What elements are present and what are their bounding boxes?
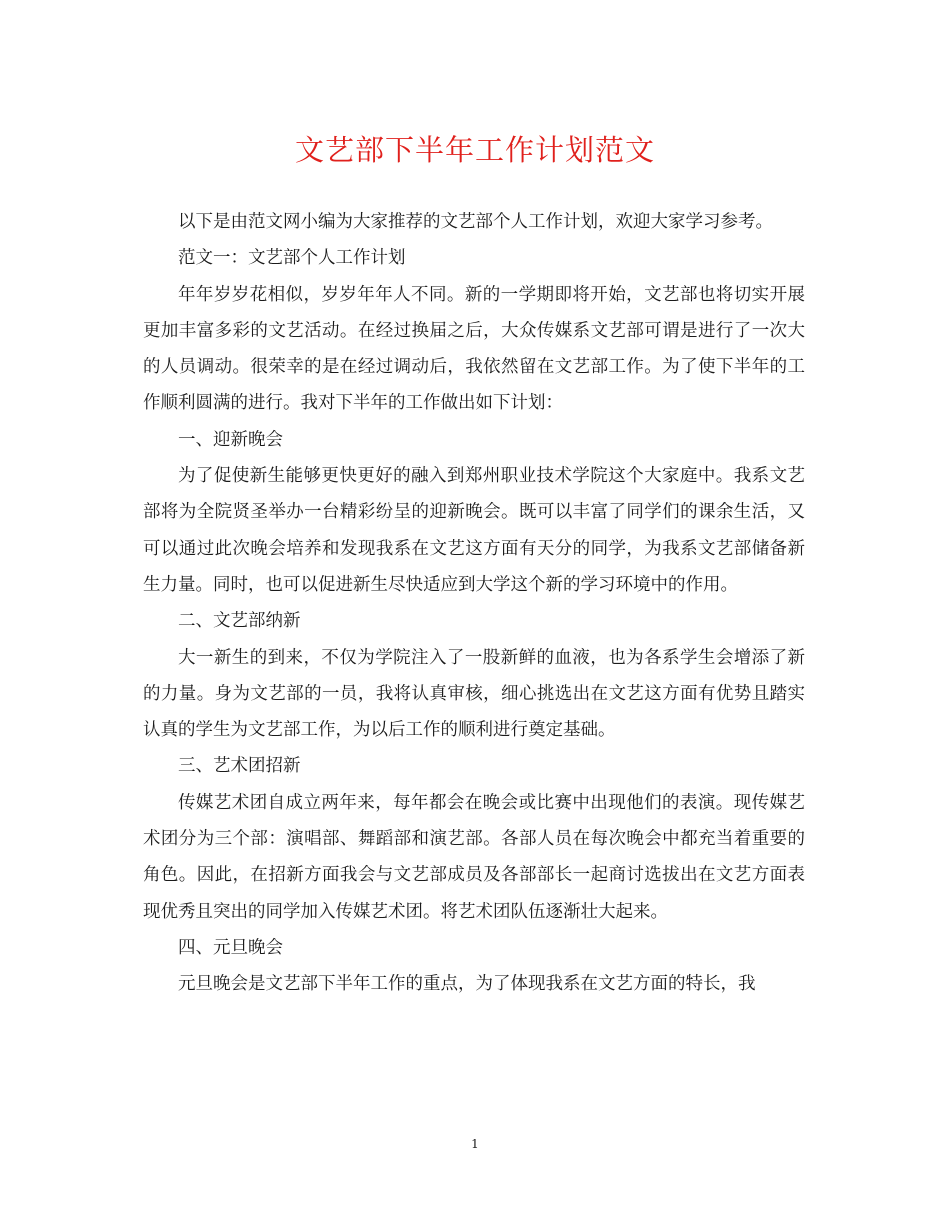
intro-paragraph: 以下是由范文网小编为大家推荐的文艺部个人工作计划，欢迎大家学习参考。 [178, 212, 773, 232]
sample-heading: 范文一：文艺部个人工作计划 [178, 248, 406, 269]
section-heading-art-troupe: 三、艺术团招新 [178, 756, 301, 777]
new-year-party-paragraph: 元旦晚会是文艺部下半年工作的重点，为了体现我系在文艺方面的特长，我 [178, 974, 756, 995]
opening-paragraph: 年年岁岁花相似，岁岁年年人不同。新的一学期即将开始，文艺部也将切实开展更加丰富多彩的文艺活动。在经过换届之后，大众传媒系文艺部可谓是进行了一次大的人员调动。很荣幸的是在经过调动后，我依然留在文艺部工作。为了使下半年的工作顺利圆满的进行。我对下半年的工作做出如下计划： [143, 284, 805, 414]
section-heading-welcome-party: 一、迎新晚会 [178, 429, 283, 450]
section-heading-new-year-party: 四、元旦晚会 [178, 937, 283, 958]
page-number: 1 [471, 1137, 479, 1151]
art-troupe-paragraph: 传媒艺术团自成立两年来，每年都会在晚会或比赛中出现他们的表演。现传媒艺术团分为三个部：演唱部、舞蹈部和演艺部。各部人员在每次晚会中都充当着重要的角色。因此，在招新方面我会与文艺部成员及各部部长一起商讨选拔出在文艺方面表现优秀且突出的同学加入传媒艺术团。将艺术团队伍逐渐壮大起来。 [143, 792, 805, 922]
welcome-party-paragraph: 为了促使新生能够更快更好的融入到郑州职业技术学院这个大家庭中。我系文艺部将为全院贤圣举办一台精彩纷呈的迎新晚会。既可以丰富了同学们的课余生活，又可以通过此次晚会培养和发现我系在文艺这方面有天分的同学，为我系文艺部储备新生力量。同时，也可以促进新生尽快适应到大学这个新的学习环境中的作用。 [143, 466, 805, 595]
document-body [143, 204, 805, 1003]
recruitment-paragraph: 大一新生的到来，不仅为学院注入了一股新鲜的血液，也为各系学生会增添了新的力量。身为文艺部的一员，我将认真审核，细心挑选出在文艺这方面有优势且踏实认真的学生为文艺部工作，为以后工作的顺利进行奠定基础。 [143, 647, 805, 741]
document-title: 文艺部下半年工作计划范文 [294, 133, 655, 167]
section-heading-recruitment: 二、文艺部纳新 [178, 611, 301, 632]
